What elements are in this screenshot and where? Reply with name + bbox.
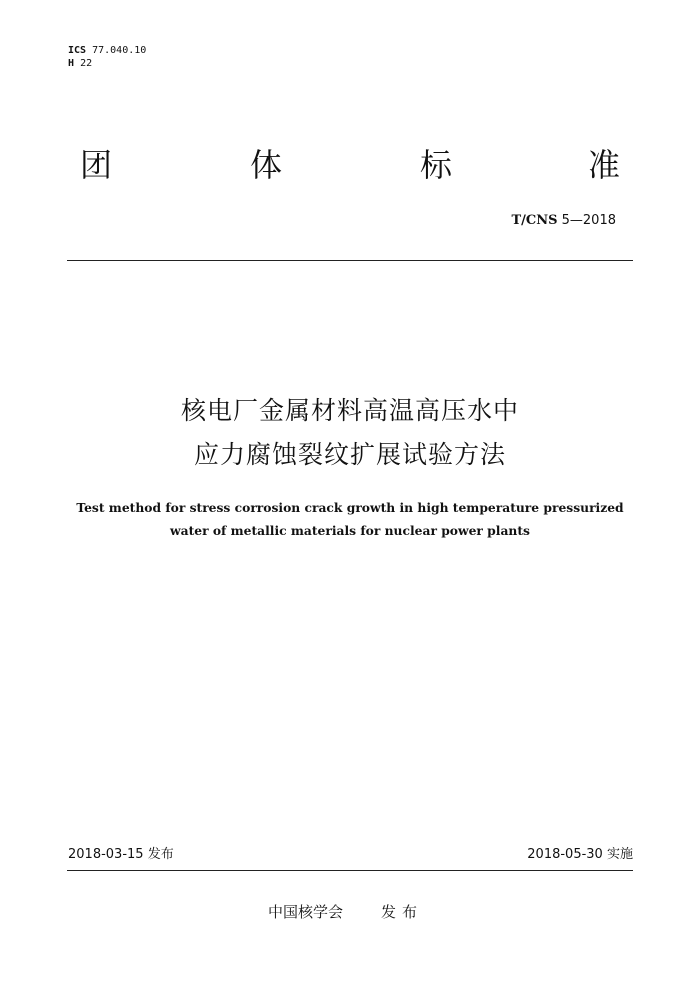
- standard-type-char-2: 体: [249, 146, 282, 184]
- ics-value: 77.040.10: [92, 45, 147, 56]
- publisher-action: 发布: [381, 903, 424, 921]
- standard-type-char-3: 标: [419, 146, 452, 184]
- ics-label: ICS: [68, 45, 87, 56]
- header-divider: [67, 260, 633, 261]
- standard-type-char-1: 团: [79, 146, 112, 184]
- publisher-name: 中国核学会: [268, 903, 344, 921]
- standard-number-prefix: T/CNS: [511, 213, 558, 228]
- issue-label: 发布: [147, 847, 174, 862]
- title-zh-line-2: 应力腐蚀裂纹扩展试验方法: [193, 440, 506, 469]
- ccs-label: H: [68, 58, 75, 69]
- ics-line: [68, 44, 146, 57]
- standard-number: [511, 213, 616, 229]
- standard-number-value: 5—2018: [561, 213, 616, 228]
- title-en-line-2: water of metallic materials for nuclear power plants: [170, 523, 530, 538]
- title-zh-line-1: 核电厂金属材料高温高压水中: [180, 396, 519, 425]
- footer-divider: [67, 870, 633, 871]
- implement-date-block: [527, 847, 633, 863]
- classification-codes: [68, 44, 146, 70]
- standard-type-char-4: 准: [587, 146, 620, 184]
- ccs-value: 22: [80, 58, 93, 69]
- title-en-line-1: Test method for stress corrosion crack growth in high temperature pressurized: [76, 500, 624, 515]
- implement-date: 2018-05-30: [527, 847, 603, 862]
- ccs-line: [68, 57, 146, 70]
- issue-date: 2018-03-15: [68, 847, 144, 862]
- implement-label: 实施: [606, 847, 633, 862]
- publisher-block: [268, 903, 423, 921]
- issue-date-block: [68, 847, 174, 863]
